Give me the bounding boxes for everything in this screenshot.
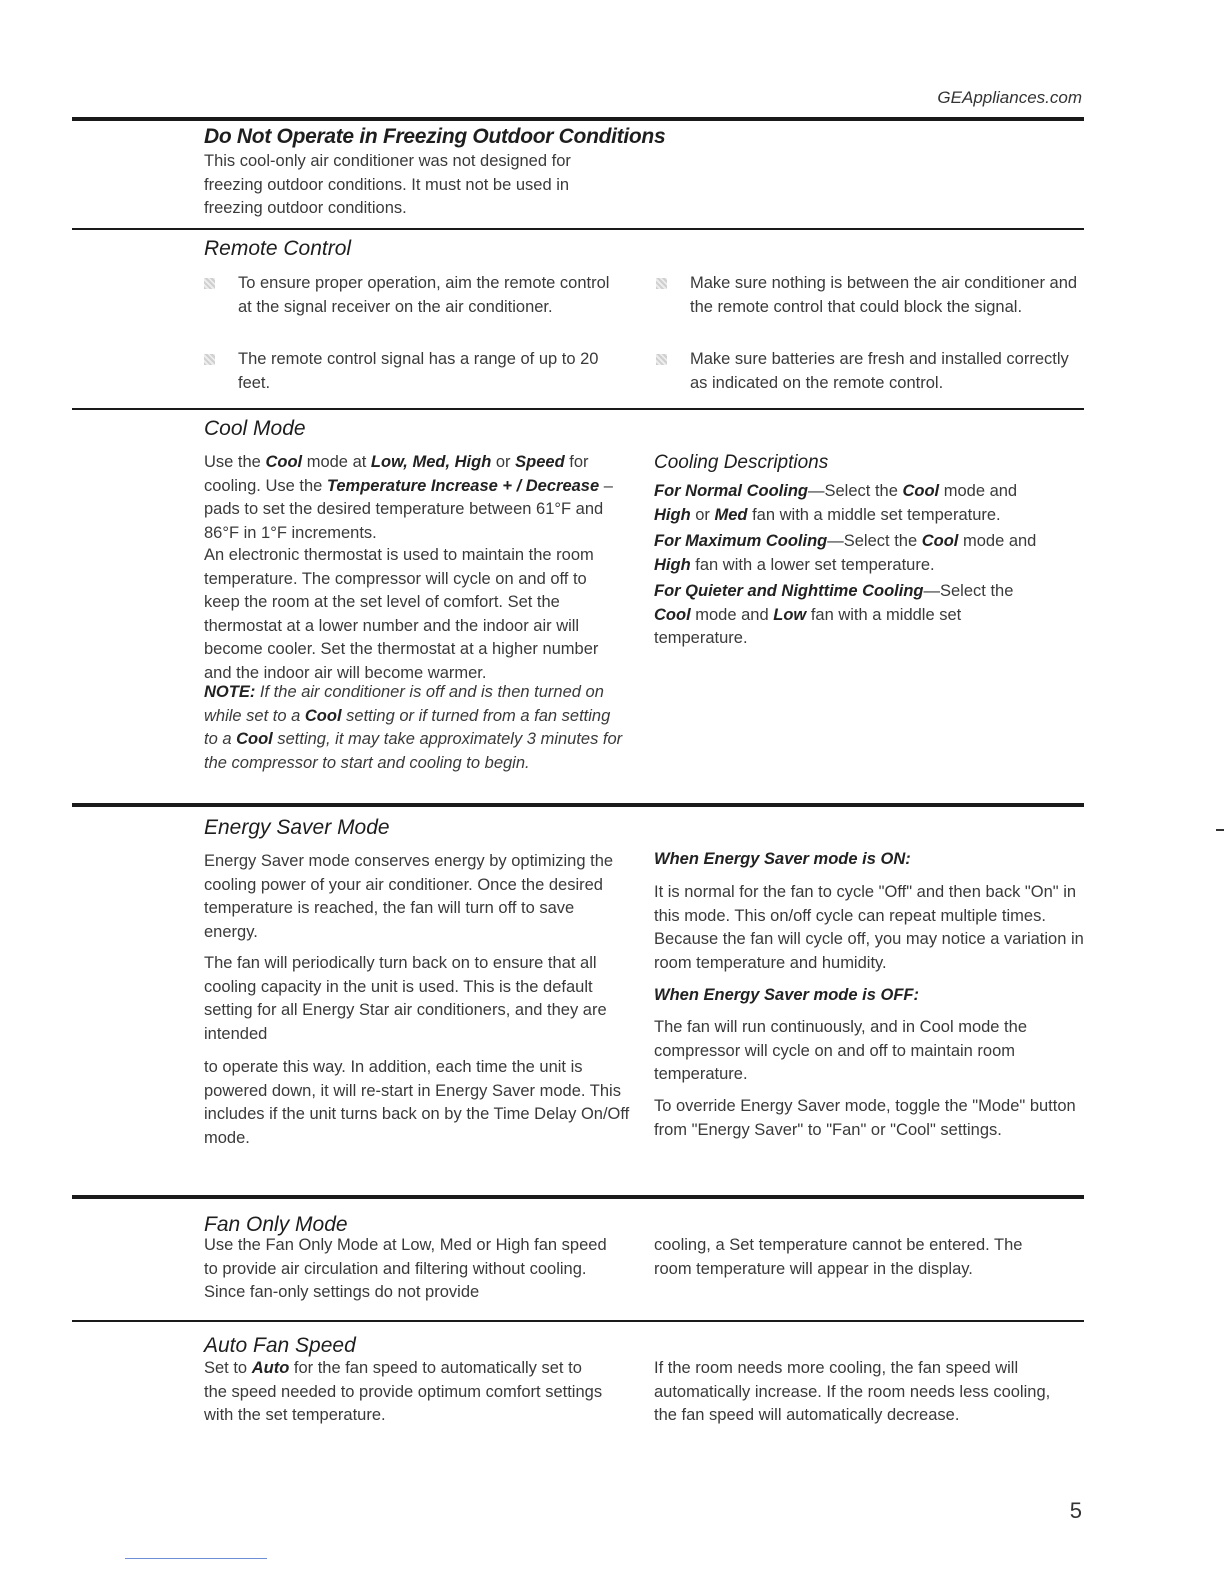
cool-heading: Cool Mode xyxy=(204,417,306,440)
energy-heading: Energy Saver Mode xyxy=(204,816,390,839)
energy-paragraph-1: Energy Saver mode conserves energy by optimizing the cooling power of your air conditioner. Once the desired temperature is reached, the fan will turn off to save energy. xyxy=(204,852,614,941)
auto-fan-right-text: If the room needs more cooling, the fan speed will automatically increase. If the room needs less cooling, the fan speed will automatically decrease. xyxy=(654,1359,1051,1424)
freezing-heading: Do Not Operate in Freezing Outdoor Conditions xyxy=(204,125,666,148)
bullet-square-icon xyxy=(204,278,215,289)
energy-off-label: When Energy Saver mode is OFF: xyxy=(654,986,919,1004)
energy-off-text: The fan will run continuously, and in Cool mode the compressor will cycle on and off to maintain room temperature. xyxy=(654,1018,1027,1083)
page-number: 5 xyxy=(1069,1498,1082,1523)
energy-on-text: It is normal for the fan to cycle "Off" and then back "On" in this mode. This on/off cycle can repeat multiple times. Because the fan will cycle off, you may notice a variation in room temperature and humidity. xyxy=(654,883,1084,972)
cool-paragraph-1: Use the Cool mode at Low, Med, High or Speed for cooling. Use the Temperature Increase + / Decrease – pads to set the desired temperature between 61°F and 86°F in 1°F increments. xyxy=(204,453,613,542)
section-divider xyxy=(72,1195,1084,1199)
remote-heading: Remote Control xyxy=(204,237,352,260)
site-url: GEAppliances.com xyxy=(937,88,1082,107)
energy-paragraph-3: to operate this way. In addition, each time the unit is powered down, it will re-start in Energy Saver mode. This includes if the unit turns back on by the Time Delay On/Off mode. xyxy=(204,1058,630,1147)
quiet-cooling-text: For Quieter and Nighttime Cooling—Select the Cool mode and Low fan with a middle set temperature. xyxy=(654,582,1014,647)
remote-bullet-text: The remote control signal has a range of up to 20 feet. xyxy=(238,350,599,392)
remote-bullet-text: Make sure batteries are fresh and installed correctly as indicated on the remote control. xyxy=(690,350,1069,392)
footer-mark xyxy=(125,1558,267,1559)
normal-cooling-text: For Normal Cooling—Select the Cool mode and High or Med fan with a middle set temperature. xyxy=(654,482,1018,524)
maximum-cooling-text: For Maximum Cooling—Select the Cool mode and High fan with a lower set temperature. xyxy=(654,532,1037,574)
remote-bullet xyxy=(654,272,1082,319)
remote-bullet-text: To ensure proper operation, aim the remote control at the signal receiver on the air conditioner. xyxy=(238,274,610,316)
section-divider xyxy=(72,228,1084,230)
cool-paragraph-2: An electronic thermostat is used to maintain the room temperature. The compressor will cycle on and off to keep the room at the set level of comfort. Set the thermostat at a lower number and the indoor air will become cooler. Set the thermostat at a higher number and the indoor air will become warmer. xyxy=(204,546,599,682)
section-divider xyxy=(72,408,1084,410)
edge-mark xyxy=(1216,829,1224,831)
cool-note: NOTE: If the air conditioner is off and is then turned on while set to a Cool setting or if turned from a fan setting to a Cool setting, it may take approximately 3 minutes for the compressor to start and cooling to begin. xyxy=(204,683,623,772)
bullet-square-icon xyxy=(204,354,215,365)
remote-bullet xyxy=(654,348,1082,395)
section-divider xyxy=(72,1320,1084,1322)
remote-bullet-text: Make sure nothing is between the air conditioner and the remote control that could block the signal. xyxy=(690,274,1078,316)
fan-only-heading: Fan Only Mode xyxy=(204,1213,348,1236)
energy-paragraph-2: The fan will periodically turn back on to ensure that all cooling capacity in the unit is used. This is the default setting for all Energy Star air conditioners, and they are intended xyxy=(204,954,607,1043)
fan-only-right-text: cooling, a Set temperature cannot be entered. The room temperature will appear in the display. xyxy=(654,1236,1023,1278)
energy-override-text: To override Energy Saver mode, toggle the "Mode" button from "Energy Saver" to "Fan" or "Cool" settings. xyxy=(654,1097,1076,1139)
header-divider xyxy=(72,117,1084,121)
energy-on-label: When Energy Saver mode is ON: xyxy=(654,850,911,868)
fan-only-left-text: Use the Fan Only Mode at Low, Med or High fan speed to provide air circulation and filtering without cooling. Since fan-only settings do not provide xyxy=(204,1236,607,1301)
freezing-text: This cool-only air conditioner was not designed for freezing outdoor conditions. It must not be used in freezing outdoor conditions. xyxy=(204,152,571,217)
cooling-descriptions-heading: Cooling Descriptions xyxy=(654,452,829,473)
bullet-square-icon xyxy=(656,278,667,289)
remote-bullet xyxy=(202,348,618,395)
auto-fan-left-text: Set to Auto for the fan speed to automatically set to the speed needed to provide optimum comfort settings with the set temperature. xyxy=(204,1359,603,1424)
remote-bullet xyxy=(202,272,618,319)
auto-fan-heading: Auto Fan Speed xyxy=(204,1334,356,1357)
section-divider xyxy=(72,803,1084,807)
bullet-square-icon xyxy=(656,354,667,365)
